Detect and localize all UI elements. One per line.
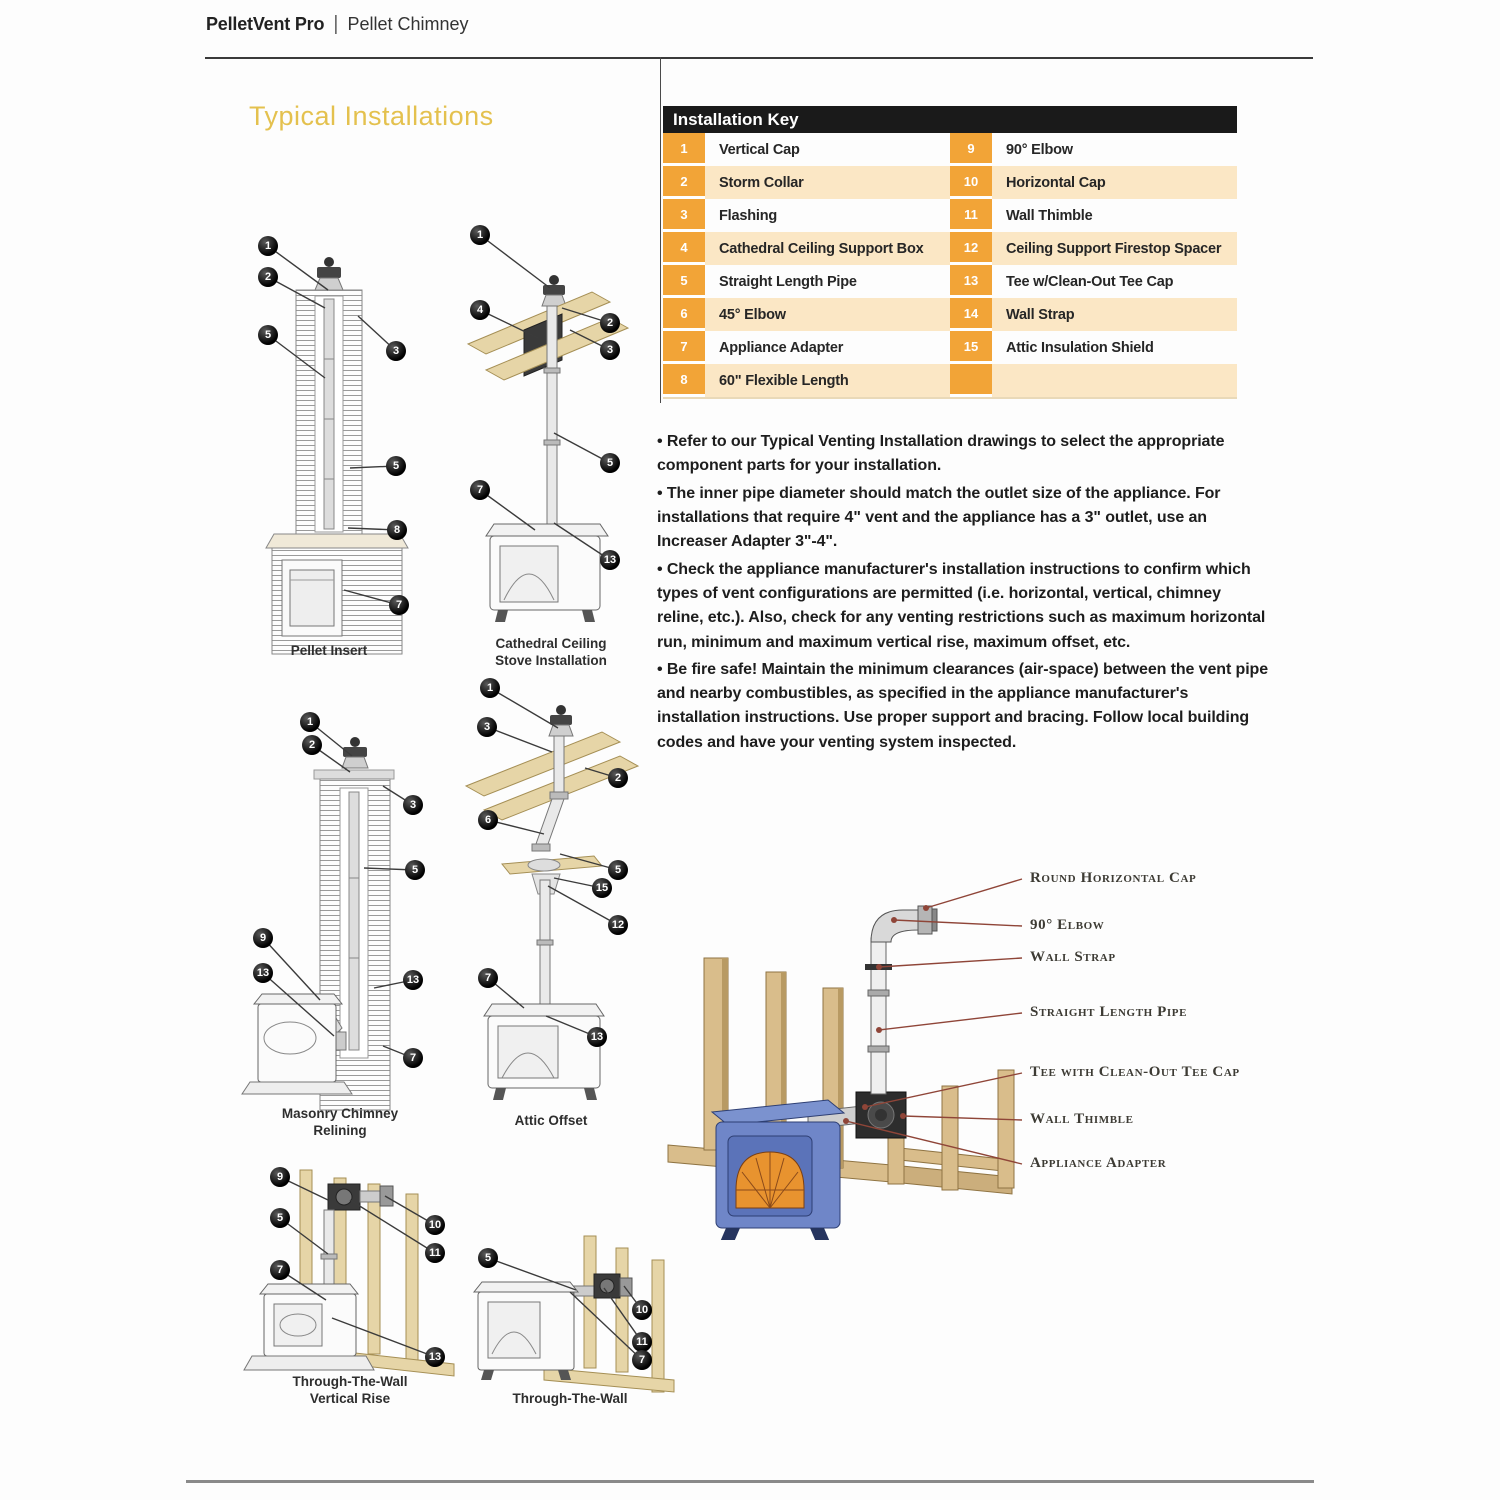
diagram-caption: Cathedral Ceiling Stove Installation bbox=[495, 635, 607, 669]
callout-badge: 8 bbox=[387, 520, 407, 540]
diagram-caption: Through-The-Wall Vertical Rise bbox=[292, 1373, 408, 1407]
callout-badge: 1 bbox=[480, 678, 500, 698]
key-item-label: 45° Elbow bbox=[705, 298, 950, 331]
note-paragraph: • The inner pipe diameter should match the outlet size of the appliance. For installations that require 4" vent and the appliance has a 3" outlet, use an Increaser Adapter 3"-4". bbox=[657, 484, 1221, 551]
key-row bbox=[663, 265, 950, 298]
page-header bbox=[206, 13, 469, 36]
callout-badge: 12 bbox=[608, 915, 628, 935]
callout-badge: 7 bbox=[270, 1260, 290, 1280]
wall-diagram-label: Wall Thimble bbox=[1030, 1111, 1134, 1127]
key-row bbox=[950, 232, 1237, 265]
diagram-caption: Masonry Chimney Relining bbox=[281, 1105, 399, 1139]
callout-badge: 1 bbox=[300, 712, 320, 732]
ttw-vertical-illustration bbox=[238, 1158, 462, 1408]
key-item-label: Tee w/Clean-Out Tee Cap bbox=[1006, 273, 1174, 290]
key-item-number: 8 bbox=[663, 364, 705, 397]
callout-badge: 5 bbox=[405, 860, 425, 880]
key-item-number bbox=[950, 364, 992, 397]
key-row bbox=[663, 364, 950, 397]
key-item-number: 12 bbox=[950, 232, 992, 265]
key-row bbox=[663, 166, 950, 199]
callout-badge: 15 bbox=[592, 878, 612, 898]
key-col-right bbox=[950, 133, 1237, 397]
key-item-number: 4 bbox=[663, 232, 705, 265]
callout-badge: 5 bbox=[258, 325, 278, 345]
callout-badge: 13 bbox=[600, 550, 620, 570]
key-row bbox=[663, 331, 950, 364]
callout-badge: 13 bbox=[425, 1347, 445, 1367]
key-row bbox=[663, 232, 950, 265]
attic-offset-illustration bbox=[440, 668, 662, 1130]
key-item-number: 7 bbox=[663, 331, 705, 364]
key-row bbox=[663, 133, 950, 166]
key-row bbox=[663, 298, 950, 331]
brand-title: PelletVent Pro bbox=[206, 14, 325, 34]
key-item-label: Ceiling Support Firestop Spacer bbox=[992, 232, 1237, 265]
callout-badge: 7 bbox=[478, 968, 498, 988]
key-item-number: 14 bbox=[950, 298, 992, 331]
diagram-caption: Through-The-Wall bbox=[512, 1391, 628, 1407]
wall-diagram-label: Appliance Adapter bbox=[1030, 1155, 1167, 1171]
callout-badge: 3 bbox=[386, 341, 406, 361]
installation-notes bbox=[657, 430, 1271, 758]
callout-badge: 2 bbox=[608, 768, 628, 788]
callout-badge: 1 bbox=[470, 225, 490, 245]
top-rule bbox=[205, 57, 1313, 59]
callout-badge: 5 bbox=[478, 1248, 498, 1268]
note-paragraph: • Be fire safe! Maintain the minimum clearances (air-space) between the vent pipe and nearby combustibles, as specified in the appliance manufacturer's installation instructions. Use proper support and bracing. Follow local building codes and have your venting system inspected. bbox=[657, 660, 1269, 751]
callout-badge: 13 bbox=[587, 1027, 607, 1047]
callout-badge: 5 bbox=[386, 456, 406, 476]
key-item-number: 15 bbox=[950, 331, 992, 364]
callout-badge: 3 bbox=[600, 340, 620, 360]
section-title: Typical Installations bbox=[249, 101, 494, 131]
key-row bbox=[950, 133, 1237, 166]
wall-diagram-label: Tee with Clean-Out Tee Cap bbox=[1030, 1064, 1240, 1080]
key-item-label: Appliance Adapter bbox=[719, 339, 844, 356]
note-paragraph: • Refer to our Typical Venting Installation drawings to select the appropriate component parts for your installation. bbox=[657, 433, 1225, 475]
key-row bbox=[950, 265, 1237, 298]
callout-badge: 5 bbox=[600, 453, 620, 473]
key-item-label: 90° Elbow bbox=[1006, 141, 1073, 158]
callout-badge: 4 bbox=[470, 300, 490, 320]
key-item-label: 60" Flexible Length bbox=[705, 364, 950, 397]
callout-badge: 6 bbox=[478, 810, 498, 830]
callout-badge: 9 bbox=[253, 928, 273, 948]
key-col-left bbox=[663, 133, 950, 397]
wall-diagram-label: Wall Strap bbox=[1030, 949, 1116, 965]
key-item-number: 13 bbox=[950, 265, 992, 298]
callout-badge: 9 bbox=[270, 1167, 290, 1187]
key-item-label: Attic Insulation Shield bbox=[1006, 339, 1154, 356]
key-item-number: 11 bbox=[950, 199, 992, 232]
key-item-label: Horizontal Cap bbox=[992, 166, 1237, 199]
key-item-label: Flashing bbox=[719, 207, 778, 224]
callout-badge: 1 bbox=[258, 236, 278, 256]
callout-badge: 5 bbox=[270, 1208, 290, 1228]
key-row bbox=[950, 364, 1237, 397]
key-item-label: Vertical Cap bbox=[719, 141, 800, 158]
cathedral-illustration bbox=[440, 218, 662, 670]
callout-badge: 2 bbox=[600, 313, 620, 333]
wall-diagram-label: 90° Elbow bbox=[1030, 917, 1105, 933]
callout-badge: 7 bbox=[389, 595, 409, 615]
key-row bbox=[950, 199, 1237, 232]
callout-badge: 5 bbox=[608, 860, 628, 880]
key-item-number: 9 bbox=[950, 133, 992, 166]
key-item-number: 3 bbox=[663, 199, 705, 232]
header-subtitle: Pellet Chimney bbox=[347, 14, 469, 34]
key-item-number: 1 bbox=[663, 133, 705, 166]
diagram-pellet-insert bbox=[228, 228, 430, 660]
key-item-number: 10 bbox=[950, 166, 992, 199]
key-item-label: Wall Strap bbox=[992, 298, 1237, 331]
callout-badge: 10 bbox=[425, 1215, 445, 1235]
callout-badge: 3 bbox=[477, 717, 497, 737]
header-separator: | bbox=[333, 13, 339, 35]
key-item-number: 5 bbox=[663, 265, 705, 298]
key-item-label bbox=[992, 364, 1237, 397]
diagram-cathedral bbox=[440, 218, 662, 670]
callout-badge: 7 bbox=[470, 480, 490, 500]
callout-badge: 13 bbox=[403, 970, 423, 990]
key-row bbox=[950, 166, 1237, 199]
callout-badge: 2 bbox=[258, 267, 278, 287]
wall-diagram-label: Round Horizontal Cap bbox=[1030, 870, 1197, 886]
callout-badge: 11 bbox=[632, 1332, 652, 1352]
key-item-label: Storm Collar bbox=[705, 166, 950, 199]
key-item-label: Straight Length Pipe bbox=[719, 273, 857, 290]
callout-badge: 7 bbox=[632, 1350, 652, 1370]
installation-key-title: Installation Key bbox=[663, 106, 1237, 133]
key-item-label: Cathedral Ceiling Support Box bbox=[705, 232, 950, 265]
key-row bbox=[950, 331, 1237, 364]
diagram-masonry bbox=[238, 698, 442, 1140]
note-paragraph: • Check the appliance manufacturer's installation instructions to confirm which types of vent configurations are permitted (i.e. horizontal, vertical, chimney reline, etc.). Also, check for any venting restrictions such as maximum horizontal run, minimum and maximum vertical rise, maximum offset, etc. bbox=[657, 560, 1266, 651]
key-item-label: Wall Thimble bbox=[1006, 207, 1093, 224]
diagram-attic-offset bbox=[440, 668, 662, 1130]
diagram-ttw bbox=[458, 1228, 682, 1408]
diagram-caption: Pellet Insert bbox=[290, 643, 368, 659]
key-row bbox=[950, 298, 1237, 331]
key-row bbox=[663, 199, 950, 232]
callout-badge: 7 bbox=[403, 1048, 423, 1068]
masonry-illustration bbox=[238, 698, 442, 1140]
callout-badge: 10 bbox=[632, 1300, 652, 1320]
key-item-number: 2 bbox=[663, 166, 705, 199]
callout-badge: 3 bbox=[403, 795, 423, 815]
diagram-ttw-vertical bbox=[238, 1158, 462, 1408]
callout-badge: 13 bbox=[253, 963, 273, 983]
installation-key-table bbox=[663, 106, 1237, 399]
installation-key-body bbox=[663, 133, 1237, 397]
callout-badge: 2 bbox=[302, 735, 322, 755]
wall-diagram-label: Straight Length Pipe bbox=[1030, 1004, 1188, 1020]
key-item-number: 6 bbox=[663, 298, 705, 331]
callout-badge: 11 bbox=[425, 1243, 445, 1263]
diagram-caption: Attic Offset bbox=[514, 1113, 588, 1129]
bottom-rule bbox=[186, 1480, 1314, 1483]
wall-installation-illustration bbox=[660, 860, 1260, 1240]
